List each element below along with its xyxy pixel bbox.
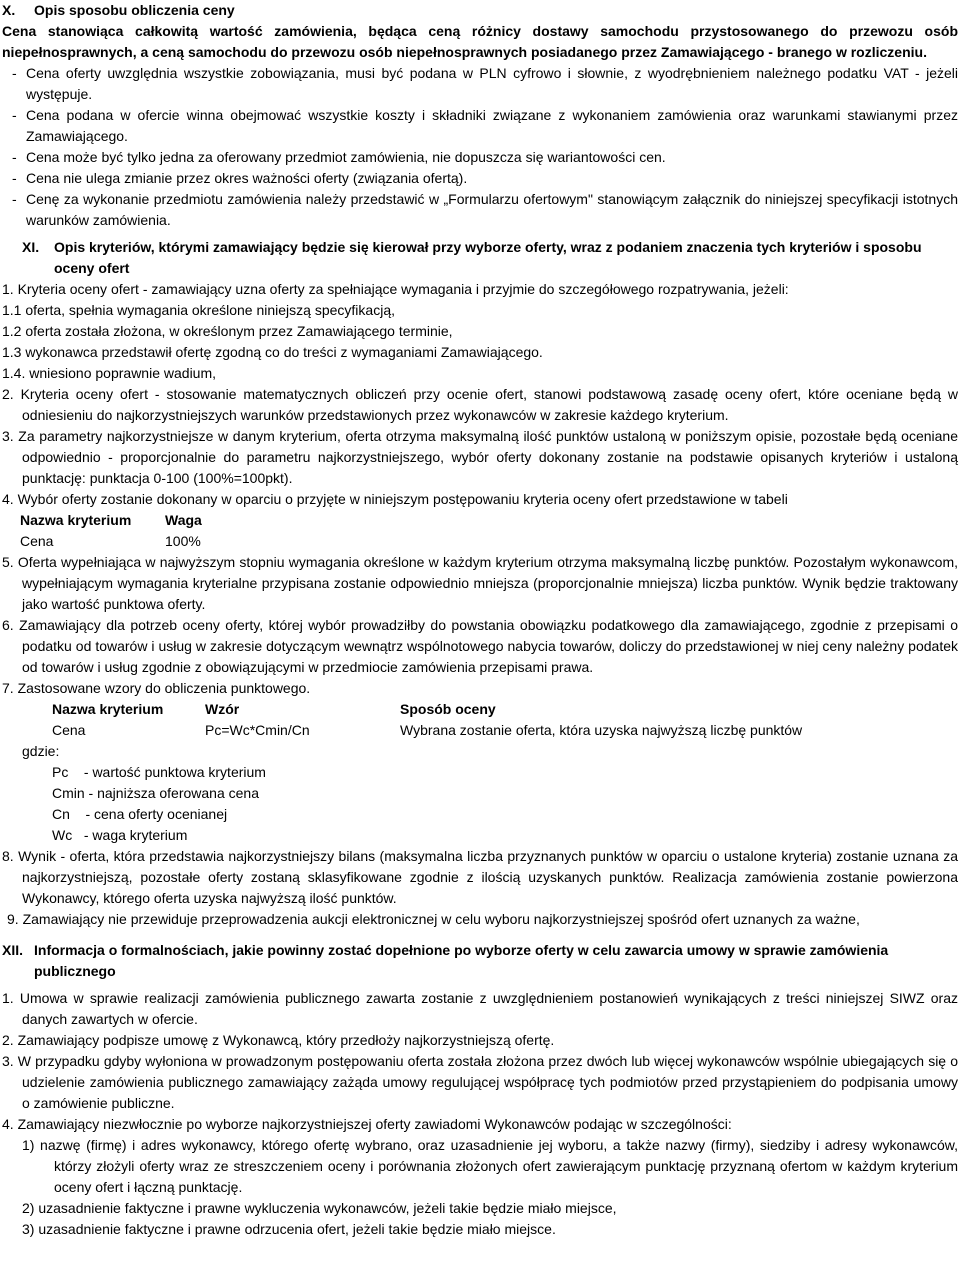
paragraph-1-2: 1.2 oferta została złożona, w określonym przez Zamawiającego terminie, — [2, 323, 453, 339]
table-cell: Pc=Wc*Cmin/Cn — [205, 722, 310, 738]
sub-item-3: 3) uzasadnienie faktyczne i prawne odrzucenia ofert, jeżeli takie będzie miało miejsce. — [22, 1221, 556, 1237]
dash-bullet: - — [12, 191, 17, 207]
list-item-text: Cena może być tylko jedna za oferowany przedmiot zamówienia, nie dopuszcza się wariantowości cen. — [26, 149, 666, 165]
paragraph-1: 1. Umowa w sprawie realizacji zamówienia publicznego zawarta zostanie z uwzględnieniem postanowień wynikających z treści niniejszej SIWZ oraz danych zawartych w ofercie. — [2, 990, 958, 1027]
paragraph-2: 2. Kryteria oceny ofert - stosowanie matematycznych obliczeń przy ocenie ofert, stanowi podstawową zasadę oceny ofert, które oceniane będą w odniesieniu do najkorzystniejszych warunków przedstawionych przez wykonawców w zakresie każdego kryterium. — [2, 386, 958, 423]
column-header: Sposób oceny — [400, 701, 496, 717]
column-header: Waga — [165, 512, 202, 528]
table-cell: Cena — [20, 533, 54, 549]
list-item — [2, 189, 958, 231]
dash-bullet: - — [12, 107, 17, 123]
section-number: X. — [2, 2, 16, 18]
dash-bullet: - — [12, 65, 17, 81]
list-item — [2, 147, 958, 168]
formula-table — [52, 699, 802, 741]
section-title: Opis kryteriów, którymi zamawiający będzie się kierował przy wyborze oferty, wraz z podaniem znaczenia tych kryteriów i sposobu oceny ofert — [54, 239, 922, 276]
paragraph-3: 3. W przypadku gdyby wyłoniona w prowadzonym postępowaniu oferta została złożona przez dwóch lub więcej wykonawców wspólnie ubiegających się o udzielenie zamówienia publicznego zamawiający zażąda umowy regulującej współpracę tych podmiotów przed przystąpieniem do podpisania umowy o zamówienie publiczne. — [2, 1053, 958, 1111]
list-item-text: Cena nie ulega zmianie przez okres ważności oferty (związania ofertą). — [26, 170, 468, 186]
where-label: gdzie: — [22, 743, 60, 759]
list-item-text: Cena oferty uwzględnia wszystkie zobowiązania, musi być podana w PLN cyfrowo i słownie, z wyodrębnieniem należnego podatku VAT - jeżeli występuje. — [26, 65, 958, 102]
dash-bullet: - — [12, 170, 17, 186]
paragraph-9: 9. Zamawiający nie przewiduje przeprowadzenia aukcji elektronicznej w celu wyboru najkorzystniejszej spośród ofert uznanych za ważne, — [7, 911, 860, 927]
column-header: Wzór — [205, 701, 240, 717]
legend-item: Wc - waga kryterium — [52, 827, 188, 843]
section-number: XI. — [22, 239, 40, 255]
table-cell: 100% — [165, 533, 201, 549]
list-item-text: Cena podana w ofercie winna obejmować wszystkie koszty i składniki związane z wykonaniem zamówienia oraz warunkami stawianymi przez Zamawiającego. — [26, 107, 958, 144]
table-cell: Cena — [52, 722, 86, 738]
paragraph-1-1: 1.1 oferta, spełnia wymagania określone niniejszą specyfikacją, — [2, 302, 395, 318]
paragraph-4: 4. Wybór oferty zostanie dokonany w oparciu o przyjęte w niniejszym postępowaniu kryteria oceny ofert przedstawione w tabeli — [2, 491, 788, 507]
section-xii-heading — [2, 940, 958, 982]
section-x-intro: Cena stanowiąca całkowitą wartość zamówienia, będąca ceną różnicy dostawy samochodu przystosowanego do przewozu osób niepełnosprawnych, a ceną samochodu do przewozu osób niepełnosprawnych posiadanego przez Zamawiającego - branego w rozliczeniu. — [2, 23, 958, 60]
section-title: Informacja o formalnościach, jakie powinny zostać dopełnione po wyborze oferty w celu zawarcia umowy w sprawie zamówienia publicznego — [34, 942, 889, 979]
column-header: Nazwa kryterium — [20, 512, 132, 528]
paragraph-7: 7. Zastosowane wzory do obliczenia punktowego. — [2, 680, 311, 696]
dash-bullet: - — [12, 149, 17, 165]
paragraph-5: 5. Oferta wypełniająca w najwyższym stopniu wymagania określone w każdym kryterium otrzyma maksymalną liczbę punktów. Pozostałym wykonawcom, wypełniającym wymagania kryterialne przypisana zostanie odpowiednio mniejsza (proporcjonalnie mniejsza) liczba punktów. Wynik będzie traktowany jako wartość punktowa oferty. — [2, 554, 958, 612]
list-item — [2, 105, 958, 147]
paragraph-1: 1. Kryteria oceny ofert - zamawiający uzna oferty za spełniające wymagania i przyjmie do szczegółowego rozpatrywania, jeżeli: — [2, 281, 789, 297]
column-header: Nazwa kryterium — [52, 701, 164, 717]
list-item — [2, 63, 958, 105]
section-x-heading — [2, 0, 958, 21]
paragraph-1-3: 1.3 wykonawca przedstawił ofertę zgodną co do treści z wymaganiami Zamawiającego. — [2, 344, 543, 360]
sub-item-2: 2) uzasadnienie faktyczne i prawne wykluczenia wykonawców, jeżeli takie będzie miało miejsce, — [22, 1200, 617, 1216]
legend-item: Pc - wartość punktowa kryterium — [52, 764, 266, 780]
paragraph-8: 8. Wynik - oferta, która przedstawia najkorzystniejszy bilans (maksymalna liczba przyznanych punktów w oparciu o ustalone kryteria) zostanie uznana za najkorzystniejszą, pozostałe oferty zostaną sklasyfikowane zgodnie z ilością uzyskanych punktów. Realizacja zamówienia zostanie powierzona Wykonawcy, którego oferta uzyska najwyższą ilość punktów. — [2, 848, 958, 906]
section-xi-heading — [2, 237, 958, 279]
paragraph-4: 4. Zamawiający niezwłocznie po wyborze najkorzystniejszej oferty zawiadomi Wykonawców podając w szczególności: — [2, 1116, 732, 1132]
list-item-text: Cenę za wykonanie przedmiotu zamówienia należy przedstawić w „Formularzu ofertowym" stanowiącym załącznik do niniejszej specyfikacji istotnych warunków zamówienia. — [26, 191, 958, 228]
paragraph-3: 3. Za parametry najkorzystniejsze w danym kryterium, oferta otrzyma maksymalną ilość punktów ustaloną w poniższym opisie, pozostałe będą oceniane odpowiednio - proporcjonalnie do parametru najkorzystniejszego, wybór oferty dokonany zostanie na podstawie opisanych kryteriów i ustaloną punktację: punktacja 0-100 (100%=100pkt). — [2, 428, 958, 486]
legend-item: Cn - cena oferty ocenianej — [52, 806, 228, 822]
legend-item: Cmin - najniższa oferowana cena — [52, 785, 259, 801]
table-cell: Wybrana zostanie oferta, która uzyska najwyższą liczbę punktów — [400, 722, 803, 738]
paragraph-6: 6. Zamawiający dla potrzeb oceny oferty, której wybór prowadziłby do powstania obowiązku podatkowego dla zamawiającego, zgodnie z przepisami o podatku od towarów i usług w zakresie dotyczącym wewnątrz wspólnotowego nabycia towarów, doliczy do przedstawionej w niej ceny należny podatek od towarów i usług zgodnie z obowiązującymi w przedmiocie zamówienia przepisami prawa. — [2, 617, 958, 675]
criteria-weight-table — [20, 510, 202, 552]
section-title: Opis sposobu obliczenia ceny — [34, 2, 235, 18]
list-item — [2, 168, 958, 189]
section-number: XII. — [2, 942, 24, 958]
paragraph-1-4: 1.4. wniesiono poprawnie wadium, — [2, 365, 217, 381]
paragraph-2: 2. Zamawiający podpisze umowę z Wykonawcą, który przedłoży najkorzystniejszą ofertę. — [2, 1032, 555, 1048]
sub-item-1: 1) nazwę (firmę) i adres wykonawcy, którego ofertę wybrano, oraz uzasadnienie jej wyboru, a także nazwy (firmy), siedziby i adresy wykonawców, którzy złożyli oferty wraz ze streszczeniem oceny i porównania złożonych ofert zawierającym punktację przyznaną ofertom w każdym kryterium oceny ofert i łączną punktację. — [22, 1137, 958, 1195]
